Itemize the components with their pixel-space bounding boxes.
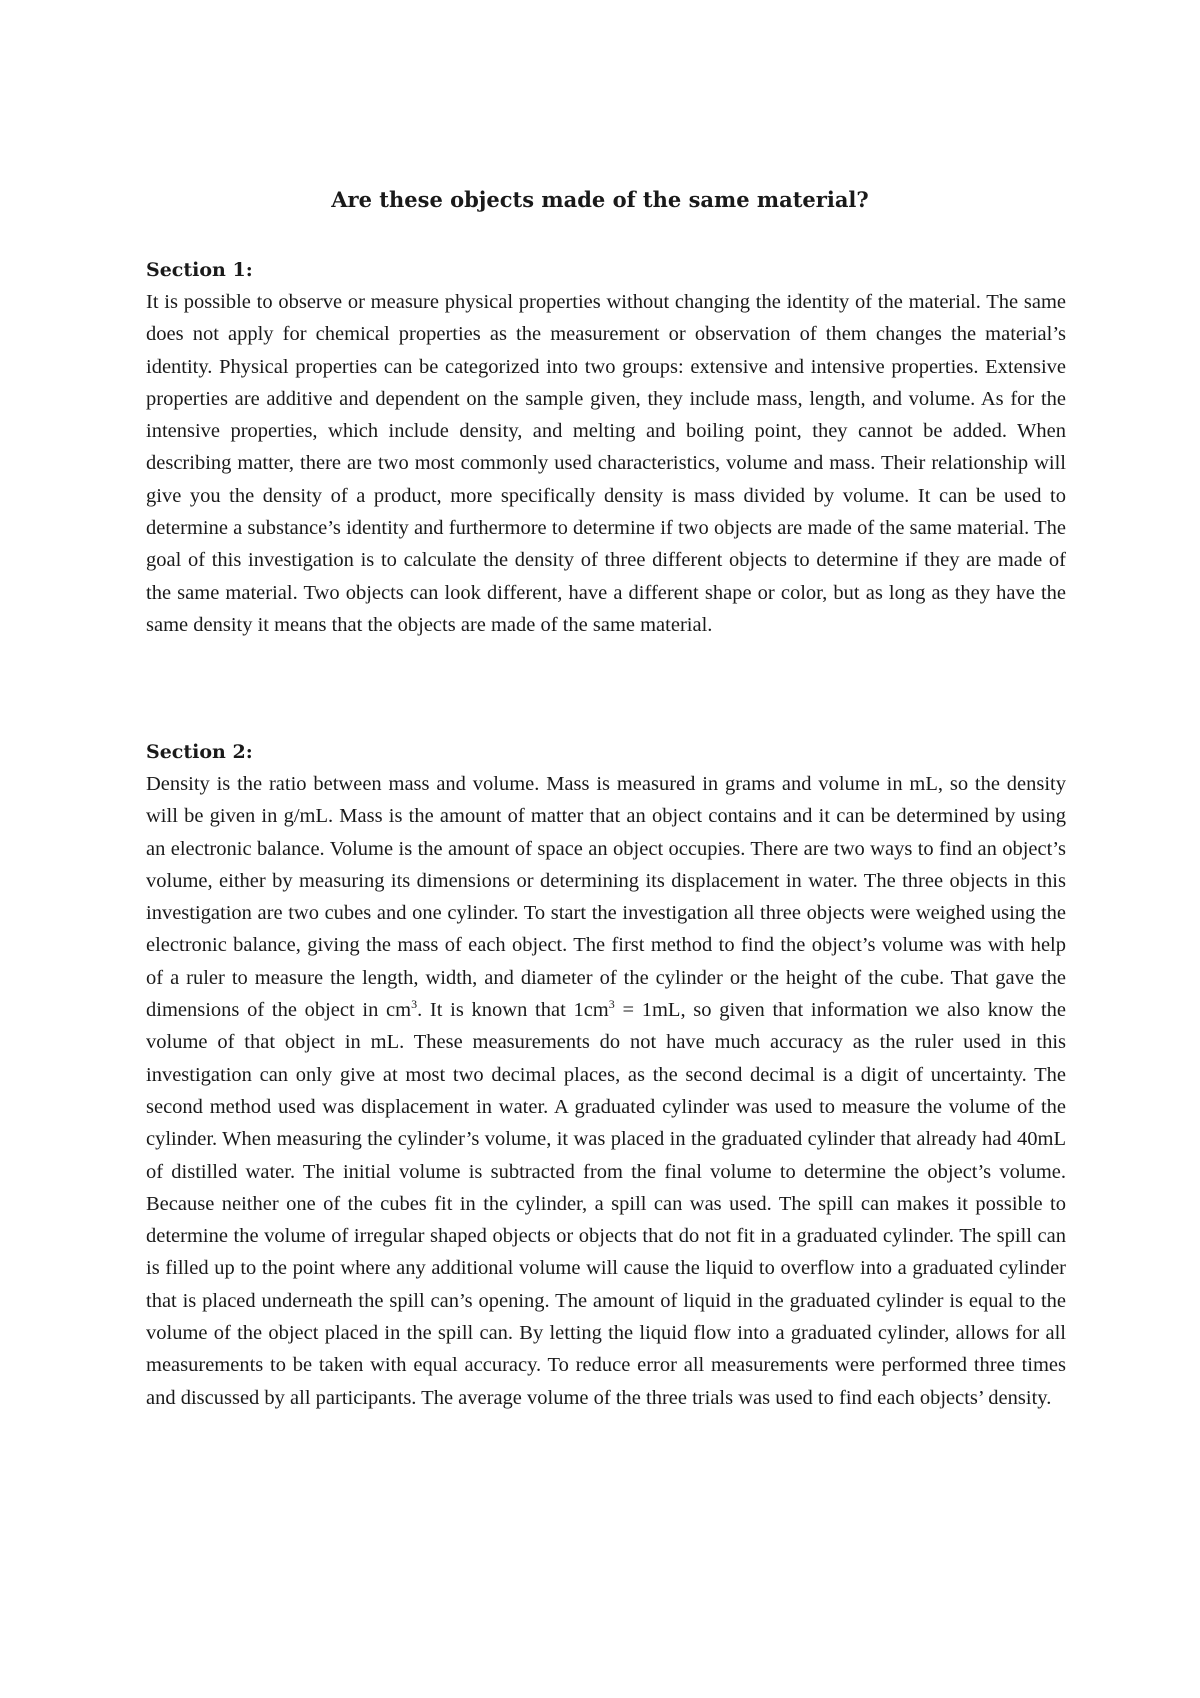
section-2-body-part-1: Density is the ratio between mass and volume. Mass is measured in grams and volume in mL, so the density will be given in g/mL. Mass is the amount of matter that an object contains and it can be determined by using an electronic balance. Volume is the amount of space an object occupies. There are two ways to find an object’s volume, either by measuring its dimensions or determining its displacement in water. The three objects in this investigation are two cubes and one cylinder. To start the investigation all three objects were weighed using the electronic balance, giving the mass of each object. The first method to find the object’s volume was with help of a ruler to measure the length, width, and diameter of the cylinder or the height of the cube. That gave the dimensions of the object in cm [146,773,1066,1022]
cubic-superscript-2: 3 [608,997,615,1012]
document-title: Are these objects made of the same material? [331,187,869,212]
section-1-heading: Section 1: [146,259,253,281]
section-1 [146,254,1066,641]
section-2-body [146,768,1066,1414]
cubic-superscript-1: 3 [411,997,418,1012]
section-2-heading: Section 2: [146,741,253,763]
section-2-body-part-3: = 1mL, so given that information we also know the volume of that object in mL. These measurements do not have much accuracy as the ruler used in this investigation can only give at most two decimal places, as the second decimal is a digit of uncertainty. The second method used was displacement in water. A graduated cylinder was used to measure the volume of the cylinder. When measuring the cylinder’s volume, it was placed in the graduated cylinder that already had 40mL of distilled water. The initial volume is subtracted from the final volume to determine the object’s volume. Because neither one of the cubes fit in the cylinder, a spill can was used. The spill can makes it possible to determine the volume of irregular shaped objects or objects that do not fit in a graduated cylinder. The spill can is filled up to the point where any additional volume will cause the liquid to overflow into a graduated cylinder that is placed underneath the spill can’s opening. The amount of liquid in the graduated cylinder is equal to the volume of the object placed in the spill can. By letting the liquid flow into a graduated cylinder, allows for all measurements to be taken with equal accuracy. To reduce error all measurements were performed three times and discussed by all participants. The average volume of the three trials was used to find each objects’ density. [146,999,1066,1409]
section-1-body: It is possible to observe or measure physical properties without changing the identity of the material. The same does not apply for chemical properties as the measurement or observation of them changes the material’s identity. Physical properties can be categorized into two groups: extensive and intensive properties. Extensive properties are additive and dependent on the sample given, they include mass, length, and volume. As for the intensive properties, which include density, and melting and boiling point, they cannot be added. When describing matter, there are two most commonly used characteristics, volume and mass. Their relationship will give you the density of a product, more specifically density is mass divided by volume. It can be used to determine a substance’s identity and furthermore to determine if two objects are made of the same material. The goal of this investigation is to calculate the density of three different objects to determine if they are made of the same material. Two objects can look different, have a different shape or color, but as long as they have the same density it means that the objects are made of the same material. [146,291,1066,636]
section-2 [146,736,1066,1414]
section-2-body-part-2: . It is known that 1cm [417,999,609,1022]
